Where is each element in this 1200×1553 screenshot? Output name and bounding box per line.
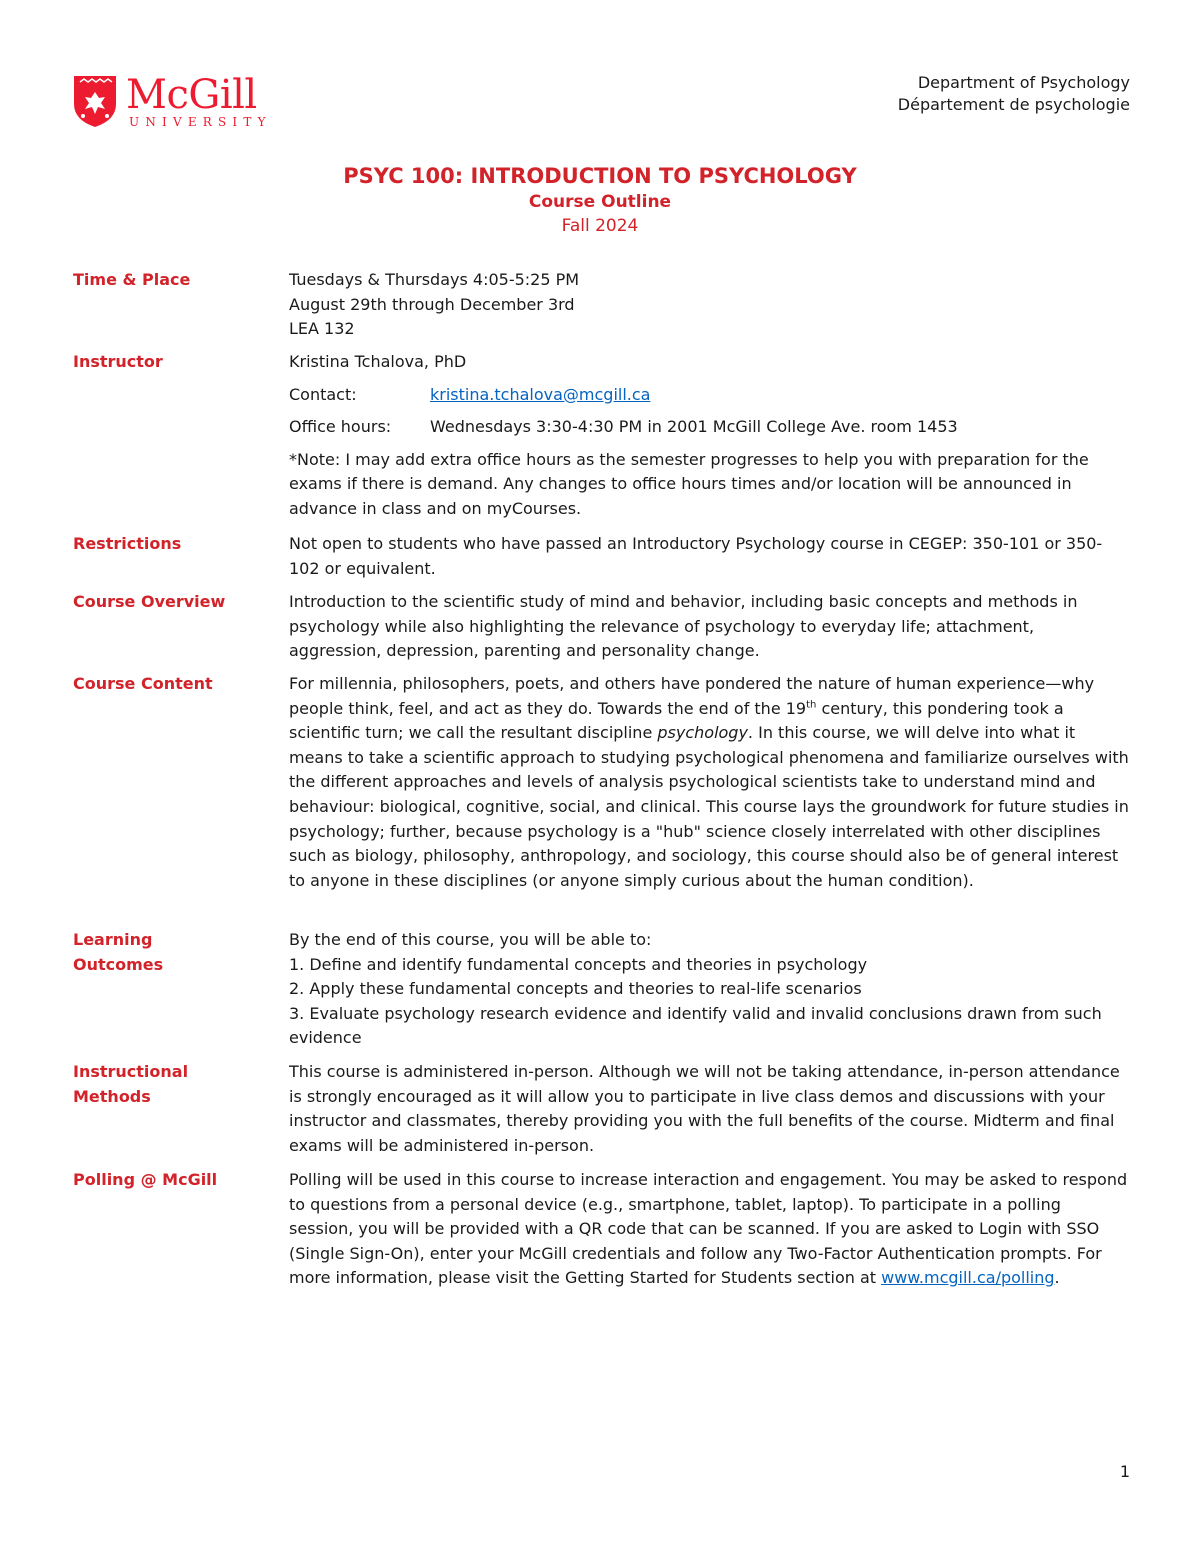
title-block [0, 162, 1200, 238]
instructor-email-link[interactable]: kristina.tchalova@mcgill.ca [430, 384, 651, 404]
restrictions-text: Not open to students who have passed an Introductory Psychology course in CEGEP: 350-101 or 350-102 or equivalent. [289, 534, 1103, 578]
section-label [73, 1060, 273, 1109]
office-hours-label: Office hours: [289, 417, 392, 437]
section-label: Course Overview [73, 592, 226, 611]
department-en: Department of Psychology [917, 73, 1130, 92]
polling-text [289, 1168, 1129, 1291]
section-label: Restrictions [73, 534, 182, 553]
section-label-line-2: Outcomes [73, 954, 164, 974]
content-part-2: century, this pondering took a scientific turn; we call the resultant discipline [289, 698, 1064, 743]
section-label [73, 928, 273, 977]
section-body [289, 672, 1129, 893]
content-text [289, 672, 1129, 893]
outcome-item: 2. Apply these fundamental concepts and theories to real-life scenarios [289, 979, 862, 999]
course-term: Fall 2024 [561, 216, 639, 236]
content-part-3: . In this course, we will delve into what it means to take a scientific approach to studying psychological phenomena and familiarize ourselves with the different approaches and levels of analysis psychological scientists take to understand mind and behaviour: biological, cognitive, social, and clinical. This course lays the groundwork for future studies in psychology; further, because psychology is a "hub" science closely interrelated with other disciplines such as biology, philosophy, anthropology, and sociology, this course should also be of general interest to anyone in these disciplines (or anyone simply curious about the human condition). [289, 723, 1129, 890]
section-label: Polling @ McGill [73, 1170, 218, 1189]
content-superscript: th [806, 699, 817, 711]
outcomes-intro: By the end of this course, you will be able to: [289, 930, 652, 949]
section-label: Instructor [73, 352, 163, 371]
section-body [289, 1060, 1129, 1158]
outcome-item: 3. Evaluate psychology research evidence and identify valid and invalid conclusions drawn from such evidence [289, 1003, 1102, 1048]
section-label: Course Content [73, 674, 213, 693]
polling-link[interactable]: www.mcgill.ca/polling [881, 1268, 1055, 1288]
page-number: 1 [1119, 1462, 1130, 1481]
content-part-1: For millennia, philosophers, poets, and others have pondered the nature of human experience—why people think, feel, and act as they do. Towards the end of the 19 [289, 674, 1095, 718]
section-body [289, 268, 1129, 342]
logo-university-text: UNIVERSITY [129, 115, 272, 129]
office-hours-value: Wednesdays 3:30-4:30 PM in 2001 McGill College Ave. room 1453 [430, 417, 958, 437]
polling-text-end: . [1054, 1268, 1060, 1288]
department-header [898, 72, 1130, 116]
section-label: Time & Place [73, 270, 191, 289]
logo-wordmark: McGill [126, 72, 257, 118]
office-hours-note: *Note: I may add extra office hours as the semester progresses to help you with preparation for the exams if there is demand. Any changes to office hours times and/or location will be announced in advance in class and on myCourses. [289, 449, 1089, 518]
section-body [289, 532, 1129, 581]
section-body [289, 1168, 1129, 1291]
schedule-dates: August 29th through December 3rd [289, 294, 575, 314]
section-label-line-1: Instructional [73, 1062, 189, 1081]
course-subtitle: Course Outline [528, 192, 672, 212]
section-label-line-2: Methods [73, 1086, 151, 1106]
methods-text: This course is administered in-person. Although we will not be taking attendance, in-person attendance is strongly encouraged as it will allow you to participate in live class demos and discussions with your instructor and classmates, thereby providing you with the full benefits of the course. Midterm and final exams will be administered in-person. [289, 1062, 1120, 1155]
schedule-days: Tuesdays & Thursdays 4:05-5:25 PM [289, 270, 580, 289]
office-hours-row [289, 415, 1129, 440]
department-fr: Département de psychologie [897, 95, 1130, 114]
outcome-item: 1. Define and identify fundamental concepts and theories in psychology [289, 954, 868, 974]
section-body [289, 350, 1129, 522]
course-title: PSYC 100: INTRODUCTION TO PSYCHOLOGY [343, 164, 857, 188]
contact-label: Contact: [289, 384, 357, 404]
contact-row [289, 383, 1129, 408]
section-body [289, 590, 1129, 664]
mcgill-shield-icon [72, 74, 118, 128]
instructor-name: Kristina Tchalova, PhD [289, 352, 467, 371]
schedule-room: LEA 132 [289, 319, 355, 339]
content-italic: psychology [657, 723, 748, 743]
polling-text-body: Polling will be used in this course to increase interaction and engagement. You may be asked to respond to questions from a personal device (e.g., smartphone, tablet, laptop). To participate in a polling session, you will be provided with a QR code that can be scanned. If you are asked to Login with SSO (Single Sign-On), enter your McGill credentials and follow any Two-Factor Authentication prompts. For more information, please visit the Getting Started for Students section at [289, 1170, 1128, 1288]
section-body [289, 928, 1129, 1051]
overview-text: Introduction to the scientific study of mind and behavior, including basic concepts and methods in psychology while also highlighting the relevance of psychology to everyday life; attachment, aggression, depression, parenting and personality change. [289, 592, 1078, 661]
mcgill-logo [72, 74, 272, 130]
section-label-line-1: Learning [73, 930, 153, 949]
